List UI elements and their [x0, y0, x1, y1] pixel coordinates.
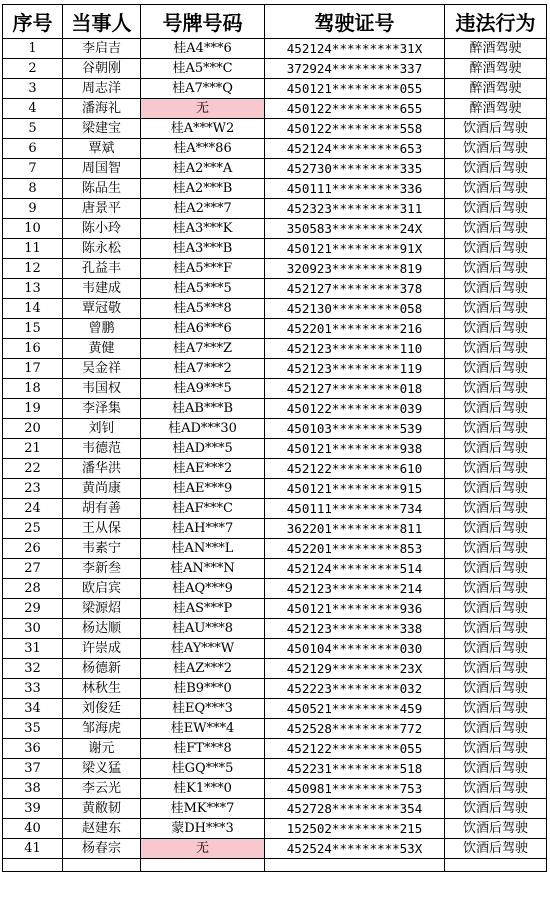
column-header-name[interactable]: 当事人 — [63, 5, 141, 39]
cell-no[interactable]: 23 — [3, 479, 63, 499]
cell-license[interactable]: 450111*********336 — [265, 179, 445, 199]
cell-no[interactable]: 4 — [3, 99, 63, 119]
cell-violation[interactable]: 饮酒后驾驶 — [445, 339, 547, 359]
cell-no[interactable]: 21 — [3, 439, 63, 459]
cell-license[interactable]: 452129*********23X — [265, 659, 445, 679]
cell-violation[interactable]: 饮酒后驾驶 — [445, 399, 547, 419]
cell-violation[interactable]: 饮酒后驾驶 — [445, 139, 547, 159]
cell-name[interactable]: 韦国权 — [63, 379, 141, 399]
cell-plate[interactable]: 无 — [141, 99, 265, 119]
cell-no[interactable]: 40 — [3, 819, 63, 839]
cell-no[interactable]: 14 — [3, 299, 63, 319]
empty-cell[interactable] — [3, 859, 63, 872]
cell-license[interactable]: 450521*********459 — [265, 699, 445, 719]
cell-violation[interactable]: 饮酒后驾驶 — [445, 559, 547, 579]
cell-violation[interactable]: 醉酒驾驶 — [445, 39, 547, 59]
cell-no[interactable]: 13 — [3, 279, 63, 299]
cell-no[interactable]: 34 — [3, 699, 63, 719]
table-row — [3, 619, 547, 639]
cell-license[interactable]: 452124*********514 — [265, 559, 445, 579]
cell-license[interactable]: 362201*********811 — [265, 519, 445, 539]
cell-license[interactable]: 452223*********032 — [265, 679, 445, 699]
cell-license[interactable]: 450121*********91X — [265, 239, 445, 259]
table-row — [3, 439, 547, 459]
cell-license[interactable]: 372924*********337 — [265, 59, 445, 79]
empty-cell[interactable] — [265, 859, 445, 872]
table-row — [3, 559, 547, 579]
cell-violation[interactable]: 饮酒后驾驶 — [445, 499, 547, 519]
cell-plate[interactable]: 桂AZ***2 — [141, 659, 265, 679]
cell-violation[interactable]: 饮酒后驾驶 — [445, 419, 547, 439]
cell-name[interactable]: 李启吉 — [63, 39, 141, 59]
cell-violation[interactable]: 醉酒驾驶 — [445, 59, 547, 79]
cell-name[interactable]: 唐景平 — [63, 199, 141, 219]
cell-violation[interactable]: 饮酒后驾驶 — [445, 819, 547, 839]
cell-plate[interactable]: 桂AN***L — [141, 539, 265, 559]
cell-plate[interactable]: 桂AN***N — [141, 559, 265, 579]
cell-violation[interactable]: 饮酒后驾驶 — [445, 759, 547, 779]
cell-plate[interactable]: 桂AQ***9 — [141, 579, 265, 599]
cell-plate[interactable]: 桂AD***30 — [141, 419, 265, 439]
cell-license[interactable]: 152502*********215 — [265, 819, 445, 839]
cell-no[interactable]: 8 — [3, 179, 63, 199]
cell-license[interactable]: 452123*********110 — [265, 339, 445, 359]
cell-name[interactable]: 陈永松 — [63, 239, 141, 259]
cell-name[interactable]: 梁源炤 — [63, 599, 141, 619]
cell-name[interactable]: 吴金祥 — [63, 359, 141, 379]
cell-no[interactable]: 12 — [3, 259, 63, 279]
cell-license[interactable]: 450103*********539 — [265, 419, 445, 439]
cell-violation[interactable]: 饮酒后驾驶 — [445, 479, 547, 499]
cell-license[interactable]: 452524*********53X — [265, 839, 445, 859]
cell-violation[interactable]: 饮酒后驾驶 — [445, 259, 547, 279]
cell-violation[interactable]: 醉酒驾驶 — [445, 99, 547, 119]
cell-violation[interactable]: 醉酒驾驶 — [445, 79, 547, 99]
cell-plate[interactable]: 桂A9***5 — [141, 379, 265, 399]
table-row — [3, 299, 547, 319]
cell-plate[interactable]: 桂AH***7 — [141, 519, 265, 539]
cell-license[interactable]: 450122*********039 — [265, 399, 445, 419]
cell-no[interactable]: 36 — [3, 739, 63, 759]
column-header-license[interactable]: 驾驶证号 — [265, 5, 445, 39]
cell-name[interactable]: 赵建东 — [63, 819, 141, 839]
cell-name[interactable]: 韦建成 — [63, 279, 141, 299]
cell-no[interactable]: 35 — [3, 719, 63, 739]
cell-license[interactable]: 452130*********058 — [265, 299, 445, 319]
cell-name[interactable]: 胡有善 — [63, 499, 141, 519]
cell-name[interactable]: 王从保 — [63, 519, 141, 539]
empty-cell[interactable] — [445, 859, 547, 872]
cell-no[interactable]: 1 — [3, 39, 63, 59]
cell-plate[interactable]: 桂A7***Q — [141, 79, 265, 99]
cell-plate[interactable]: 桂AD***5 — [141, 439, 265, 459]
cell-license[interactable]: 452124*********653 — [265, 139, 445, 159]
cell-no[interactable]: 10 — [3, 219, 63, 239]
cell-name[interactable]: 李云光 — [63, 779, 141, 799]
cell-violation[interactable]: 饮酒后驾驶 — [445, 179, 547, 199]
cell-license[interactable]: 452127*********018 — [265, 379, 445, 399]
cell-name[interactable]: 韦素宁 — [63, 539, 141, 559]
cell-no[interactable]: 17 — [3, 359, 63, 379]
cell-name[interactable]: 孔益丰 — [63, 259, 141, 279]
cell-license[interactable]: 452201*********216 — [265, 319, 445, 339]
table-row — [3, 739, 547, 759]
cell-no[interactable]: 6 — [3, 139, 63, 159]
table-row — [3, 399, 547, 419]
table-row — [3, 699, 547, 719]
cell-plate[interactable]: 桂A5***C — [141, 59, 265, 79]
cell-license[interactable]: 450121*********938 — [265, 439, 445, 459]
cell-plate[interactable]: 桂A7***2 — [141, 359, 265, 379]
cell-violation[interactable]: 饮酒后驾驶 — [445, 159, 547, 179]
cell-violation[interactable]: 饮酒后驾驶 — [445, 739, 547, 759]
cell-name[interactable]: 潘华洪 — [63, 459, 141, 479]
cell-violation[interactable]: 饮酒后驾驶 — [445, 439, 547, 459]
cell-plate[interactable]: 桂A***86 — [141, 139, 265, 159]
cell-plate[interactable]: 桂A3***K — [141, 219, 265, 239]
cell-name[interactable]: 许崇成 — [63, 639, 141, 659]
table-row — [3, 219, 547, 239]
cell-license[interactable]: 452123*********119 — [265, 359, 445, 379]
cell-violation[interactable]: 饮酒后驾驶 — [445, 359, 547, 379]
cell-name[interactable]: 黄尚康 — [63, 479, 141, 499]
table-row — [3, 499, 547, 519]
cell-license[interactable]: 450121*********915 — [265, 479, 445, 499]
cell-name[interactable]: 谢元 — [63, 739, 141, 759]
violations-table — [2, 4, 547, 872]
cell-plate[interactable]: 桂A7***Z — [141, 339, 265, 359]
cell-plate[interactable]: 桂A5***8 — [141, 299, 265, 319]
table-row — [3, 779, 547, 799]
column-header-no[interactable]: 序号 — [3, 5, 63, 39]
cell-plate[interactable]: 桂A2***B — [141, 179, 265, 199]
cell-name[interactable]: 梁建宝 — [63, 119, 141, 139]
cell-no[interactable]: 33 — [3, 679, 63, 699]
table-row — [3, 199, 547, 219]
cell-plate[interactable]: 桂EQ***3 — [141, 699, 265, 719]
cell-plate[interactable]: 桂AE***9 — [141, 479, 265, 499]
cell-plate[interactable]: 桂MK***7 — [141, 799, 265, 819]
cell-violation[interactable]: 饮酒后驾驶 — [445, 279, 547, 299]
cell-violation[interactable]: 饮酒后驾驶 — [445, 699, 547, 719]
cell-no[interactable]: 31 — [3, 639, 63, 659]
cell-plate[interactable]: 桂K1***0 — [141, 779, 265, 799]
cell-name[interactable]: 黄健 — [63, 339, 141, 359]
cell-license[interactable]: 320923*********819 — [265, 259, 445, 279]
cell-license[interactable]: 450121*********055 — [265, 79, 445, 99]
cell-violation[interactable]: 饮酒后驾驶 — [445, 379, 547, 399]
cell-plate[interactable]: 桂AE***2 — [141, 459, 265, 479]
cell-name[interactable]: 梁义猛 — [63, 759, 141, 779]
cell-plate[interactable]: 桂A***W2 — [141, 119, 265, 139]
cell-license[interactable]: 350583*********24X — [265, 219, 445, 239]
cell-no[interactable]: 32 — [3, 659, 63, 679]
cell-no[interactable]: 38 — [3, 779, 63, 799]
cell-no[interactable]: 30 — [3, 619, 63, 639]
cell-plate[interactable]: 桂B9***0 — [141, 679, 265, 699]
cell-plate[interactable]: 桂EW***4 — [141, 719, 265, 739]
table-row — [3, 279, 547, 299]
cell-name[interactable]: 覃冠敬 — [63, 299, 141, 319]
cell-name[interactable]: 陈小玲 — [63, 219, 141, 239]
cell-no[interactable]: 20 — [3, 419, 63, 439]
table-row — [3, 119, 547, 139]
cell-plate[interactable]: 桂AF***C — [141, 499, 265, 519]
table-row — [3, 319, 547, 339]
table-row — [3, 39, 547, 59]
cell-violation[interactable]: 饮酒后驾驶 — [445, 119, 547, 139]
cell-no[interactable]: 11 — [3, 239, 63, 259]
cell-license[interactable]: 452730*********335 — [265, 159, 445, 179]
cell-no[interactable]: 2 — [3, 59, 63, 79]
cell-no[interactable]: 7 — [3, 159, 63, 179]
cell-violation[interactable]: 饮酒后驾驶 — [445, 619, 547, 639]
cell-no[interactable]: 25 — [3, 519, 63, 539]
cell-violation[interactable]: 饮酒后驾驶 — [445, 659, 547, 679]
cell-violation[interactable]: 饮酒后驾驶 — [445, 839, 547, 859]
cell-name[interactable]: 黄敝韧 — [63, 799, 141, 819]
cell-no[interactable]: 22 — [3, 459, 63, 479]
cell-plate[interactable]: 桂A3***B — [141, 239, 265, 259]
table-row — [3, 759, 547, 779]
cell-license[interactable]: 452528*********772 — [265, 719, 445, 739]
empty-cell[interactable] — [141, 859, 265, 872]
table-row — [3, 519, 547, 539]
cell-violation[interactable]: 饮酒后驾驶 — [445, 519, 547, 539]
table-row — [3, 159, 547, 179]
table-row — [3, 179, 547, 199]
cell-violation[interactable]: 饮酒后驾驶 — [445, 239, 547, 259]
cell-no[interactable]: 3 — [3, 79, 63, 99]
cell-name[interactable]: 覃斌 — [63, 139, 141, 159]
cell-violation[interactable]: 饮酒后驾驶 — [445, 779, 547, 799]
cell-name[interactable]: 杨春宗 — [63, 839, 141, 859]
violations-table-container — [2, 4, 546, 872]
table-row — [3, 679, 547, 699]
cell-violation[interactable]: 饮酒后驾驶 — [445, 719, 547, 739]
cell-no[interactable]: 24 — [3, 499, 63, 519]
cell-license[interactable]: 452124*********31X — [265, 39, 445, 59]
cell-violation[interactable]: 饮酒后驾驶 — [445, 599, 547, 619]
cell-no[interactable]: 39 — [3, 799, 63, 819]
cell-plate[interactable]: 桂FT***8 — [141, 739, 265, 759]
cell-no[interactable]: 9 — [3, 199, 63, 219]
cell-violation[interactable]: 饮酒后驾驶 — [445, 799, 547, 819]
cell-violation[interactable]: 饮酒后驾驶 — [445, 299, 547, 319]
table-row — [3, 639, 547, 659]
cell-name[interactable]: 曾鹏 — [63, 319, 141, 339]
table-row — [3, 379, 547, 399]
empty-row — [3, 859, 547, 872]
table-row — [3, 839, 547, 859]
cell-plate[interactable]: 无 — [141, 839, 265, 859]
cell-license[interactable]: 452728*********354 — [265, 799, 445, 819]
cell-license[interactable]: 450121*********936 — [265, 599, 445, 619]
cell-violation[interactable]: 饮酒后驾驶 — [445, 319, 547, 339]
cell-plate[interactable]: 桂AY***W — [141, 639, 265, 659]
cell-license[interactable]: 450104*********030 — [265, 639, 445, 659]
cell-name[interactable]: 刘俊廷 — [63, 699, 141, 719]
cell-violation[interactable]: 饮酒后驾驶 — [445, 199, 547, 219]
cell-no[interactable]: 28 — [3, 579, 63, 599]
table-row — [3, 359, 547, 379]
table-row — [3, 819, 547, 839]
cell-plate[interactable]: 桂A5***5 — [141, 279, 265, 299]
cell-license[interactable]: 450122*********558 — [265, 119, 445, 139]
table-row — [3, 139, 547, 159]
cell-license[interactable]: 452127*********378 — [265, 279, 445, 299]
table-row — [3, 539, 547, 559]
table-row — [3, 59, 547, 79]
cell-name[interactable]: 周志洋 — [63, 79, 141, 99]
cell-license[interactable]: 452123*********338 — [265, 619, 445, 639]
cell-violation[interactable]: 饮酒后驾驶 — [445, 539, 547, 559]
cell-name[interactable]: 杨达顺 — [63, 619, 141, 639]
table-row — [3, 659, 547, 679]
cell-plate[interactable]: 桂A5***F — [141, 259, 265, 279]
cell-name[interactable]: 李新叁 — [63, 559, 141, 579]
cell-no[interactable]: 18 — [3, 379, 63, 399]
cell-license[interactable]: 450122*********655 — [265, 99, 445, 119]
cell-name[interactable]: 韦德范 — [63, 439, 141, 459]
cell-violation[interactable]: 饮酒后驾驶 — [445, 679, 547, 699]
cell-license[interactable]: 452201*********853 — [265, 539, 445, 559]
table-row — [3, 79, 547, 99]
cell-no[interactable]: 5 — [3, 119, 63, 139]
cell-name[interactable]: 刘钊 — [63, 419, 141, 439]
cell-plate[interactable]: 蒙DH***3 — [141, 819, 265, 839]
cell-name[interactable]: 周国智 — [63, 159, 141, 179]
cell-violation[interactable]: 饮酒后驾驶 — [445, 219, 547, 239]
table-row — [3, 599, 547, 619]
cell-name[interactable]: 杨德新 — [63, 659, 141, 679]
cell-plate[interactable]: 桂AU***8 — [141, 619, 265, 639]
cell-no[interactable]: 16 — [3, 339, 63, 359]
cell-license[interactable]: 452122*********055 — [265, 739, 445, 759]
cell-plate[interactable]: 桂A4***6 — [141, 39, 265, 59]
cell-violation[interactable]: 饮酒后驾驶 — [445, 639, 547, 659]
table-row — [3, 719, 547, 739]
table-row — [3, 799, 547, 819]
cell-license[interactable]: 452123*********214 — [265, 579, 445, 599]
cell-plate[interactable]: 桂GQ***5 — [141, 759, 265, 779]
column-header-violation[interactable]: 违法行为 — [445, 5, 547, 39]
header-row — [3, 5, 547, 39]
cell-license[interactable]: 452323*********311 — [265, 199, 445, 219]
table-body — [3, 39, 547, 872]
cell-name[interactable]: 林秋生 — [63, 679, 141, 699]
cell-no[interactable]: 41 — [3, 839, 63, 859]
cell-plate[interactable]: 桂A2***A — [141, 159, 265, 179]
cell-violation[interactable]: 饮酒后驾驶 — [445, 459, 547, 479]
cell-license[interactable]: 450981*********753 — [265, 779, 445, 799]
cell-plate[interactable]: 桂AS***P — [141, 599, 265, 619]
cell-plate[interactable]: 桂A2***7 — [141, 199, 265, 219]
cell-violation[interactable]: 饮酒后驾驶 — [445, 579, 547, 599]
table-row — [3, 239, 547, 259]
cell-no[interactable]: 37 — [3, 759, 63, 779]
cell-no[interactable]: 15 — [3, 319, 63, 339]
table-row — [3, 479, 547, 499]
table-row — [3, 419, 547, 439]
cell-plate[interactable]: 桂A6***6 — [141, 319, 265, 339]
cell-name[interactable]: 陈品生 — [63, 179, 141, 199]
table-row — [3, 579, 547, 599]
cell-no[interactable]: 27 — [3, 559, 63, 579]
table-row — [3, 99, 547, 119]
cell-plate[interactable]: 桂AB***B — [141, 399, 265, 419]
cell-no[interactable]: 29 — [3, 599, 63, 619]
cell-name[interactable]: 邹海虎 — [63, 719, 141, 739]
cell-name[interactable]: 李泽集 — [63, 399, 141, 419]
cell-name[interactable]: 潘海礼 — [63, 99, 141, 119]
empty-cell[interactable] — [63, 859, 141, 872]
table-row — [3, 259, 547, 279]
cell-license[interactable]: 452122*********610 — [265, 459, 445, 479]
cell-license[interactable]: 452231*********518 — [265, 759, 445, 779]
cell-no[interactable]: 26 — [3, 539, 63, 559]
cell-name[interactable]: 欧启宾 — [63, 579, 141, 599]
cell-name[interactable]: 谷朝刚 — [63, 59, 141, 79]
cell-license[interactable]: 450111*********734 — [265, 499, 445, 519]
cell-no[interactable]: 19 — [3, 399, 63, 419]
table-row — [3, 339, 547, 359]
table-row — [3, 459, 547, 479]
column-header-plate[interactable]: 号牌号码 — [141, 5, 265, 39]
